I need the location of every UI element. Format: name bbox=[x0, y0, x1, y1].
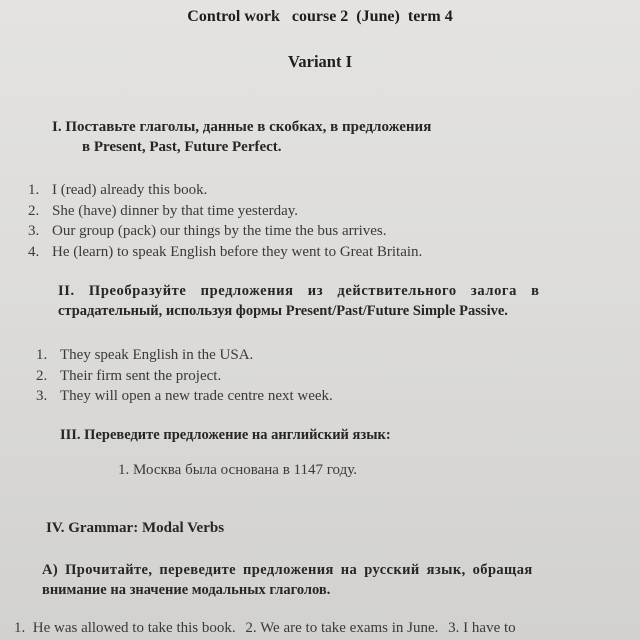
list-item: 2. She (have) dinner by that time yesterday. bbox=[28, 202, 299, 219]
list-item: 3. Our group (pack) our things by the time the bus arrives. bbox=[28, 223, 387, 239]
section-4-items bbox=[14, 620, 522, 637]
list-item: 2. Their firm sent the project. bbox=[36, 367, 222, 384]
list-item: 3. They will open a new trade centre next week. bbox=[36, 388, 333, 404]
section-4-heading: IV. Grammar: Modal Verbs bbox=[46, 520, 225, 536]
section-4a-heading bbox=[42, 560, 533, 600]
list-item: 1. I (read) already this book. bbox=[28, 182, 208, 198]
section-4a-heading-line1: А) Прочитайте, переведите предложения на русский язык, обращая bbox=[42, 562, 533, 578]
section-2-heading-line2: страдательный, используя формы Present/Past/Future Simple Passive. bbox=[58, 303, 508, 319]
list-item: 1. They speak English in the USA. bbox=[36, 347, 254, 363]
list-item: 4. He (learn) to speak English before they went to Great Britain. bbox=[28, 243, 423, 260]
section-2-list bbox=[36, 345, 333, 407]
section-4a-heading-line2: внимание на значение модальных глаголов. bbox=[42, 582, 331, 598]
section-2-heading-line1: II. Преобразуйте предложения из действительного залога в bbox=[58, 283, 540, 299]
section-1-heading bbox=[52, 117, 431, 157]
section-1-heading-line2: в Present, Past, Future Perfect. bbox=[82, 139, 282, 155]
section-3-heading: III. Переведите предложение на английский язык: bbox=[60, 427, 391, 443]
list-item: 3. I have to bbox=[448, 620, 516, 636]
section-3-item: 1. Москва была основана в 1147 году. bbox=[118, 462, 357, 478]
section-1-heading-line1: I. Поставьте глаголы, данные в скобках, в предложения bbox=[52, 119, 432, 135]
list-item: 1. He was allowed to take this book. bbox=[14, 620, 236, 636]
section-1-list bbox=[28, 180, 422, 262]
variant-title: Variant I bbox=[287, 52, 353, 71]
section-2-heading bbox=[58, 281, 540, 321]
list-item: 2. We are to take exams in June. bbox=[245, 620, 439, 636]
page-title: Control work course 2 (June) term 4 bbox=[187, 8, 453, 25]
